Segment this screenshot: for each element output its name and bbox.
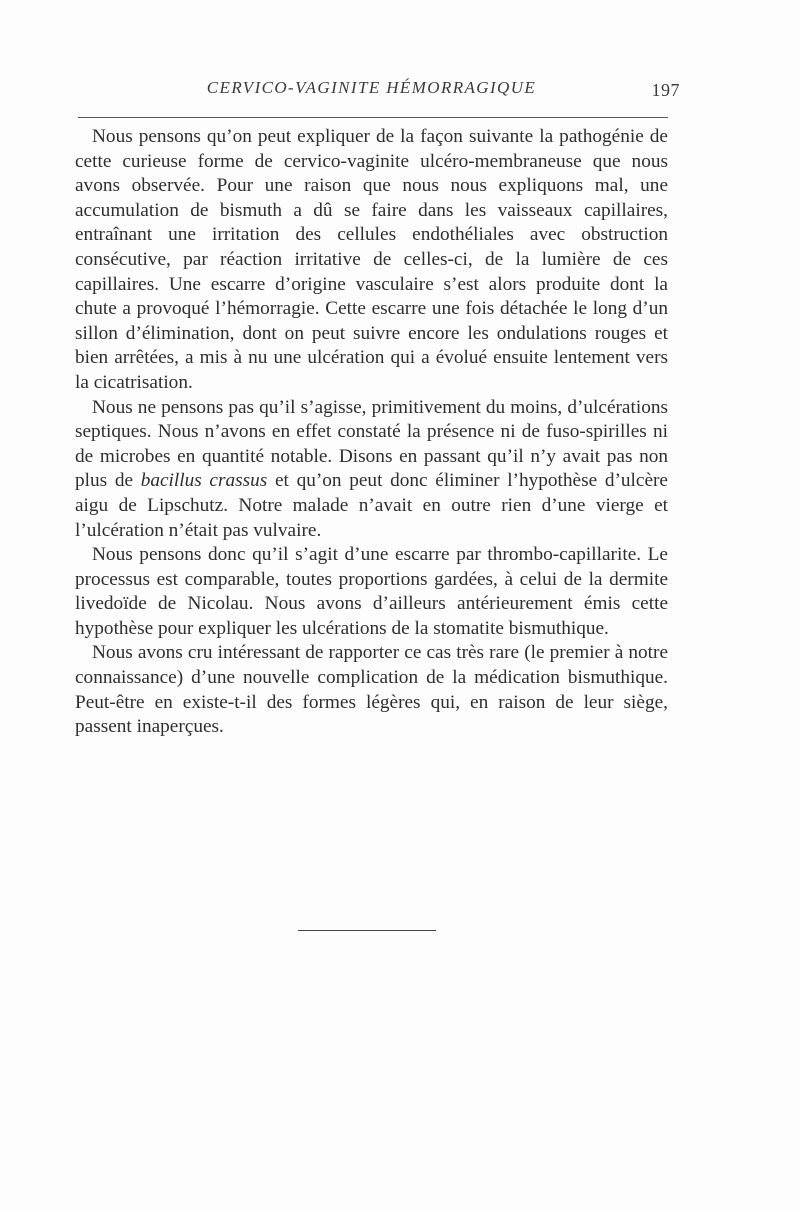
paragraph-4: Nous avons cru intéressant de rapporter ce cas très rare (le premier à notre connaissance) d’une nouvelle complication de la médication bismuthique. Peut-être en existe-t-il des formes légères qui, en raison de leur siège, passent inaperçues. [75, 642, 668, 738]
paragraph-2 [75, 396, 668, 544]
running-title: CERVICO-VAGINITE HÉMORRAGIQUE [206, 78, 537, 97]
paragraph-2-italic-term: bacillus crassus [140, 470, 268, 492]
page-header [75, 78, 680, 104]
header-rule [78, 117, 668, 118]
paragraph-1: Nous pensons qu’on peut expliquer de la façon suivante la pathogénie de cette curieuse forme de cervico-vaginite ulcéro-membraneuse que nous avons observée. Pour une raison que nous nous expliquons mal, une accumulation de bismuth a dû se faire dans les vaisseaux capillaires, entraînant une irritation des cellules endothéliales avec obstruction consécutive, par réaction irritative de celles-ci, de la lumière de ces capillaires. Une escarre d’origine vasculaire s’est alors produite dont la chute a provoqué l’hémorragie. Cette escarre une fois détachée le long d’un sillon d’élimination, dont on peut suivre encore les ondulations rouges et bien arrêtées, a mis à nu une ulcération qui a évolué ensuite lentement vers la cicatrisation. [75, 126, 668, 393]
page-number: 197 [651, 80, 680, 100]
paragraph-2-text-after: et qu’on peut donc éliminer l’hypothèse d’ulcère aigu de Lipschutz. Notre malade n’avait en outre rien d’une vierge et l’ulcération n’était pas vulvaire. [75, 470, 668, 541]
paragraph-3: Nous pensons donc qu’il s’agit d’une escarre par thrombo-capillarite. Le processus est comparable, toutes proportions gardées, à celui de la dermite livedoïde de Nicolau. Nous avons d’ailleurs antérieurement émis cette hypothèse pour expliquer les ulcérations de la stomatite bismuthique. [75, 544, 668, 639]
end-rule [298, 930, 436, 931]
paragraph-2-text-before: Nous ne pensons pas qu’il s’agisse, primitivement du moins, d’ulcérations septiques. Nous n’avons en effet constaté la présence ni de fuso-spirilles ni de microbes en quantité notable. Disons en passant qu’il n’y avait pas non plus de [75, 396, 668, 492]
body-text [75, 125, 668, 740]
